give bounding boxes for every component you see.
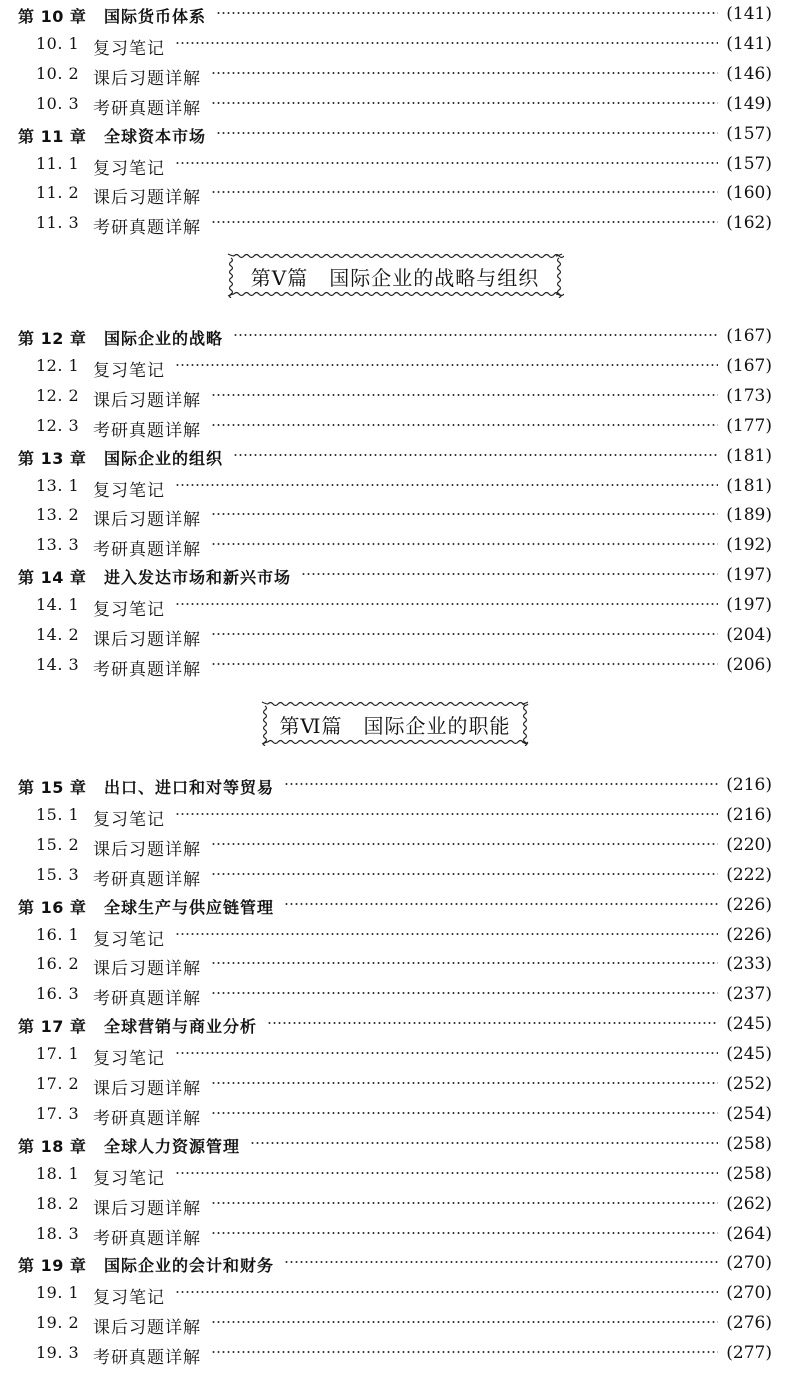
- section-number: 17. 1: [36, 1044, 80, 1063]
- chapter-title: 国际货币体系: [104, 7, 207, 26]
- page-number: (254): [726, 1104, 772, 1124]
- dot-leader: [301, 573, 718, 575]
- section-row[interactable]: [0, 1279, 790, 1309]
- page-number: (264): [726, 1224, 772, 1244]
- section-title: 考研真题详解: [93, 870, 201, 890]
- dot-leader: [284, 783, 718, 785]
- section-title: 考研真题详解: [93, 540, 201, 560]
- section-number: 15. 1: [36, 805, 80, 824]
- section-row[interactable]: [0, 501, 790, 531]
- part-title: 第Ⅴ篇 国际企业的战略与组织: [250, 266, 540, 290]
- page-number: (226): [726, 925, 772, 945]
- dot-leader: [211, 873, 718, 875]
- dot-leader: [211, 424, 718, 426]
- section-row[interactable]: [0, 472, 790, 502]
- section-title: 考研真题详解: [93, 421, 201, 441]
- section-row[interactable]: [0, 531, 790, 561]
- section-title: 考研真题详解: [93, 989, 201, 1009]
- section-number: 18. 3: [36, 1224, 80, 1243]
- section-row[interactable]: [0, 412, 790, 442]
- section-row[interactable]: [0, 90, 790, 120]
- section-number: 16. 2: [36, 954, 80, 973]
- section-title: 课后习题详解: [93, 1199, 201, 1219]
- section-title: 课后习题详解: [93, 630, 201, 650]
- section-title: 课后习题详解: [93, 510, 201, 530]
- chapter-row[interactable]: [0, 771, 790, 801]
- section-title: 复习笔记: [93, 1288, 165, 1308]
- section-row[interactable]: [0, 980, 790, 1010]
- chapter-row[interactable]: [0, 322, 790, 352]
- section-number: 14. 1: [36, 595, 80, 614]
- chapter-number: 第 16 章: [18, 898, 87, 917]
- section-row[interactable]: [0, 209, 790, 239]
- dot-leader: [211, 1351, 718, 1353]
- section-number: 19. 3: [36, 1343, 80, 1362]
- section-number: 13. 3: [36, 535, 80, 554]
- section-number: 12. 3: [36, 416, 80, 435]
- section-title: 考研真题详解: [93, 218, 201, 238]
- section-title: 复习笔记: [93, 159, 165, 179]
- chapter-title: 全球人力资源管理: [104, 1137, 241, 1156]
- section-number: 10. 2: [36, 64, 80, 83]
- page-number: (204): [726, 625, 772, 645]
- dot-leader: [175, 484, 718, 486]
- section-number: 19. 1: [36, 1283, 80, 1302]
- page-number: (167): [726, 356, 772, 376]
- section-row[interactable]: [0, 60, 790, 90]
- page-number: (162): [726, 213, 772, 233]
- chapter-title: 全球资本市场: [104, 127, 207, 146]
- chapter-number: 第 17 章: [18, 1017, 87, 1036]
- part-heading: [226, 252, 564, 298]
- page-number: (157): [726, 124, 772, 144]
- dot-leader: [211, 992, 718, 994]
- dot-leader: [284, 1261, 718, 1263]
- chapter-title: 出口、进口和对等贸易: [104, 778, 275, 797]
- dot-leader: [211, 221, 718, 223]
- dot-leader: [211, 1112, 718, 1114]
- section-title: 课后习题详解: [93, 69, 201, 89]
- chapter-title: 国际企业的组织: [104, 449, 224, 468]
- chapter-row[interactable]: [0, 442, 790, 472]
- section-row[interactable]: [0, 1190, 790, 1220]
- dot-leader: [175, 1172, 718, 1174]
- page-number: (197): [726, 565, 772, 585]
- section-title: 考研真题详解: [93, 1348, 201, 1368]
- section-row[interactable]: [0, 30, 790, 60]
- section-row[interactable]: [0, 1309, 790, 1339]
- section-number: 16. 3: [36, 984, 80, 1003]
- dot-leader: [211, 191, 718, 193]
- page-number: (149): [726, 94, 772, 114]
- chapter-number: 第 14 章: [18, 568, 87, 587]
- section-title: 课后习题详解: [93, 1318, 201, 1338]
- page-number: (252): [726, 1074, 772, 1094]
- section-title: 课后习题详解: [93, 959, 201, 979]
- dot-leader: [175, 42, 718, 44]
- page-number: (277): [726, 1343, 772, 1363]
- dot-leader: [211, 962, 718, 964]
- section-row[interactable]: [0, 921, 790, 951]
- section-number: 13. 1: [36, 476, 80, 495]
- chapter-number: 第 12 章: [18, 329, 87, 348]
- page-number: (173): [726, 386, 772, 406]
- section-number: 14. 3: [36, 655, 80, 674]
- dot-leader: [175, 813, 718, 815]
- dot-leader: [267, 1022, 718, 1024]
- page-number: (258): [726, 1134, 772, 1154]
- dot-leader: [211, 633, 718, 635]
- section-number: 19. 2: [36, 1313, 80, 1332]
- chapter-row[interactable]: [0, 1249, 790, 1279]
- dot-leader: [211, 394, 718, 396]
- section-row[interactable]: [0, 1339, 790, 1369]
- section-number: 18. 1: [36, 1164, 80, 1183]
- chapter-number: 第 18 章: [18, 1137, 87, 1156]
- page-number: (141): [726, 4, 772, 24]
- section-title: 课后习题详解: [93, 840, 201, 860]
- section-row[interactable]: [0, 1220, 790, 1250]
- section-number: 14. 2: [36, 625, 80, 644]
- section-row[interactable]: [0, 1160, 790, 1190]
- dot-leader: [211, 1321, 718, 1323]
- chapter-number: 第 19 章: [18, 1256, 87, 1275]
- chapter-title: 国际企业的会计和财务: [104, 1256, 275, 1275]
- dot-leader: [284, 903, 718, 905]
- section-title: 复习笔记: [93, 39, 165, 59]
- section-number: 11. 2: [36, 183, 80, 202]
- section-row[interactable]: [0, 179, 790, 209]
- dot-leader: [211, 663, 718, 665]
- part-title: 第Ⅵ篇 国际企业的职能: [279, 714, 511, 738]
- chapter-number: 第 11 章: [18, 127, 87, 146]
- page-number: (220): [726, 835, 772, 855]
- section-title: 课后习题详解: [93, 188, 201, 208]
- section-title: 考研真题详解: [93, 660, 201, 680]
- section-row[interactable]: [0, 382, 790, 412]
- chapter-number: 第 15 章: [18, 778, 87, 797]
- section-row[interactable]: [0, 801, 790, 831]
- section-number: 10. 1: [36, 34, 80, 53]
- dot-leader: [175, 603, 718, 605]
- section-row[interactable]: [0, 621, 790, 651]
- page-number: (146): [726, 64, 772, 84]
- chapter-title: 国际企业的战略: [104, 329, 224, 348]
- dot-leader: [216, 12, 718, 14]
- dot-leader: [233, 334, 718, 336]
- page-number: (216): [726, 775, 772, 795]
- dot-leader: [211, 1232, 718, 1234]
- section-title: 考研真题详解: [93, 99, 201, 119]
- page-number: (181): [726, 446, 772, 466]
- chapter-title: 全球生产与供应链管理: [104, 898, 275, 917]
- dot-leader: [175, 364, 718, 366]
- dot-leader: [211, 843, 718, 845]
- section-row[interactable]: [0, 651, 790, 681]
- dot-leader: [250, 1142, 718, 1144]
- section-title: 课后习题详解: [93, 391, 201, 411]
- page-number: (216): [726, 805, 772, 825]
- dot-leader: [211, 1082, 718, 1084]
- section-row[interactable]: [0, 352, 790, 382]
- section-title: 课后习题详解: [93, 1079, 201, 1099]
- dot-leader: [175, 1291, 718, 1293]
- page-number: (270): [726, 1253, 772, 1273]
- dot-leader: [211, 1202, 718, 1204]
- section-title: 复习笔记: [93, 810, 165, 830]
- dot-leader: [175, 1052, 718, 1054]
- section-row[interactable]: [0, 950, 790, 980]
- section-number: 18. 2: [36, 1194, 80, 1213]
- section-number: 15. 2: [36, 835, 80, 854]
- section-number: 13. 2: [36, 505, 80, 524]
- section-number: 17. 2: [36, 1074, 80, 1093]
- part-heading: [260, 700, 530, 746]
- page-number: (262): [726, 1194, 772, 1214]
- page-number: (157): [726, 154, 772, 174]
- section-title: 复习笔记: [93, 930, 165, 950]
- chapter-row[interactable]: [0, 1010, 790, 1040]
- page-number: (226): [726, 895, 772, 915]
- section-title: 考研真题详解: [93, 1109, 201, 1129]
- chapter-row[interactable]: [0, 891, 790, 921]
- section-number: 11. 3: [36, 213, 80, 232]
- chapter-number: 第 10 章: [18, 7, 87, 26]
- chapter-number: 第 13 章: [18, 449, 87, 468]
- dot-leader: [175, 162, 718, 164]
- page-number: (222): [726, 865, 772, 885]
- dot-leader: [175, 933, 718, 935]
- section-row[interactable]: [0, 1100, 790, 1130]
- dot-leader: [211, 513, 718, 515]
- section-row[interactable]: [0, 591, 790, 621]
- section-title: 复习笔记: [93, 481, 165, 501]
- section-number: 11. 1: [36, 154, 80, 173]
- section-title: 复习笔记: [93, 600, 165, 620]
- page-number: (177): [726, 416, 772, 436]
- page-number: (276): [726, 1313, 772, 1333]
- section-title: 复习笔记: [93, 1049, 165, 1069]
- section-row[interactable]: [0, 831, 790, 861]
- page-number: (206): [726, 655, 772, 675]
- page-number: (181): [726, 476, 772, 496]
- chapter-row[interactable]: [0, 120, 790, 150]
- page-number: (192): [726, 535, 772, 555]
- section-row[interactable]: [0, 1040, 790, 1070]
- page-number: (189): [726, 505, 772, 525]
- page-number: (197): [726, 595, 772, 615]
- section-number: 16. 1: [36, 925, 80, 944]
- page-number: (245): [726, 1044, 772, 1064]
- page-number: (160): [726, 183, 772, 203]
- section-number: 17. 3: [36, 1104, 80, 1123]
- section-title: 考研真题详解: [93, 1229, 201, 1249]
- dot-leader: [216, 132, 718, 134]
- page-number: (237): [726, 984, 772, 1004]
- chapter-row[interactable]: [0, 561, 790, 591]
- section-number: 12. 1: [36, 356, 80, 375]
- section-number: 10. 3: [36, 94, 80, 113]
- dot-leader: [211, 72, 718, 74]
- section-number: 12. 2: [36, 386, 80, 405]
- section-number: 15. 3: [36, 865, 80, 884]
- section-title: 复习笔记: [93, 1169, 165, 1189]
- dot-leader: [233, 454, 718, 456]
- chapter-row[interactable]: [0, 1130, 790, 1160]
- dot-leader: [211, 102, 718, 104]
- chapter-title: 进入发达市场和新兴市场: [104, 568, 292, 587]
- page-number: (141): [726, 34, 772, 54]
- page-number: (258): [726, 1164, 772, 1184]
- chapter-title: 全球营销与商业分析: [104, 1017, 258, 1036]
- chapter-row[interactable]: [0, 0, 790, 30]
- section-row[interactable]: [0, 861, 790, 891]
- page-number: (233): [726, 954, 772, 974]
- page-number: (245): [726, 1014, 772, 1034]
- page-number: (270): [726, 1283, 772, 1303]
- section-row[interactable]: [0, 150, 790, 180]
- dot-leader: [211, 543, 718, 545]
- section-row[interactable]: [0, 1070, 790, 1100]
- page-number: (167): [726, 326, 772, 346]
- section-title: 复习笔记: [93, 361, 165, 381]
